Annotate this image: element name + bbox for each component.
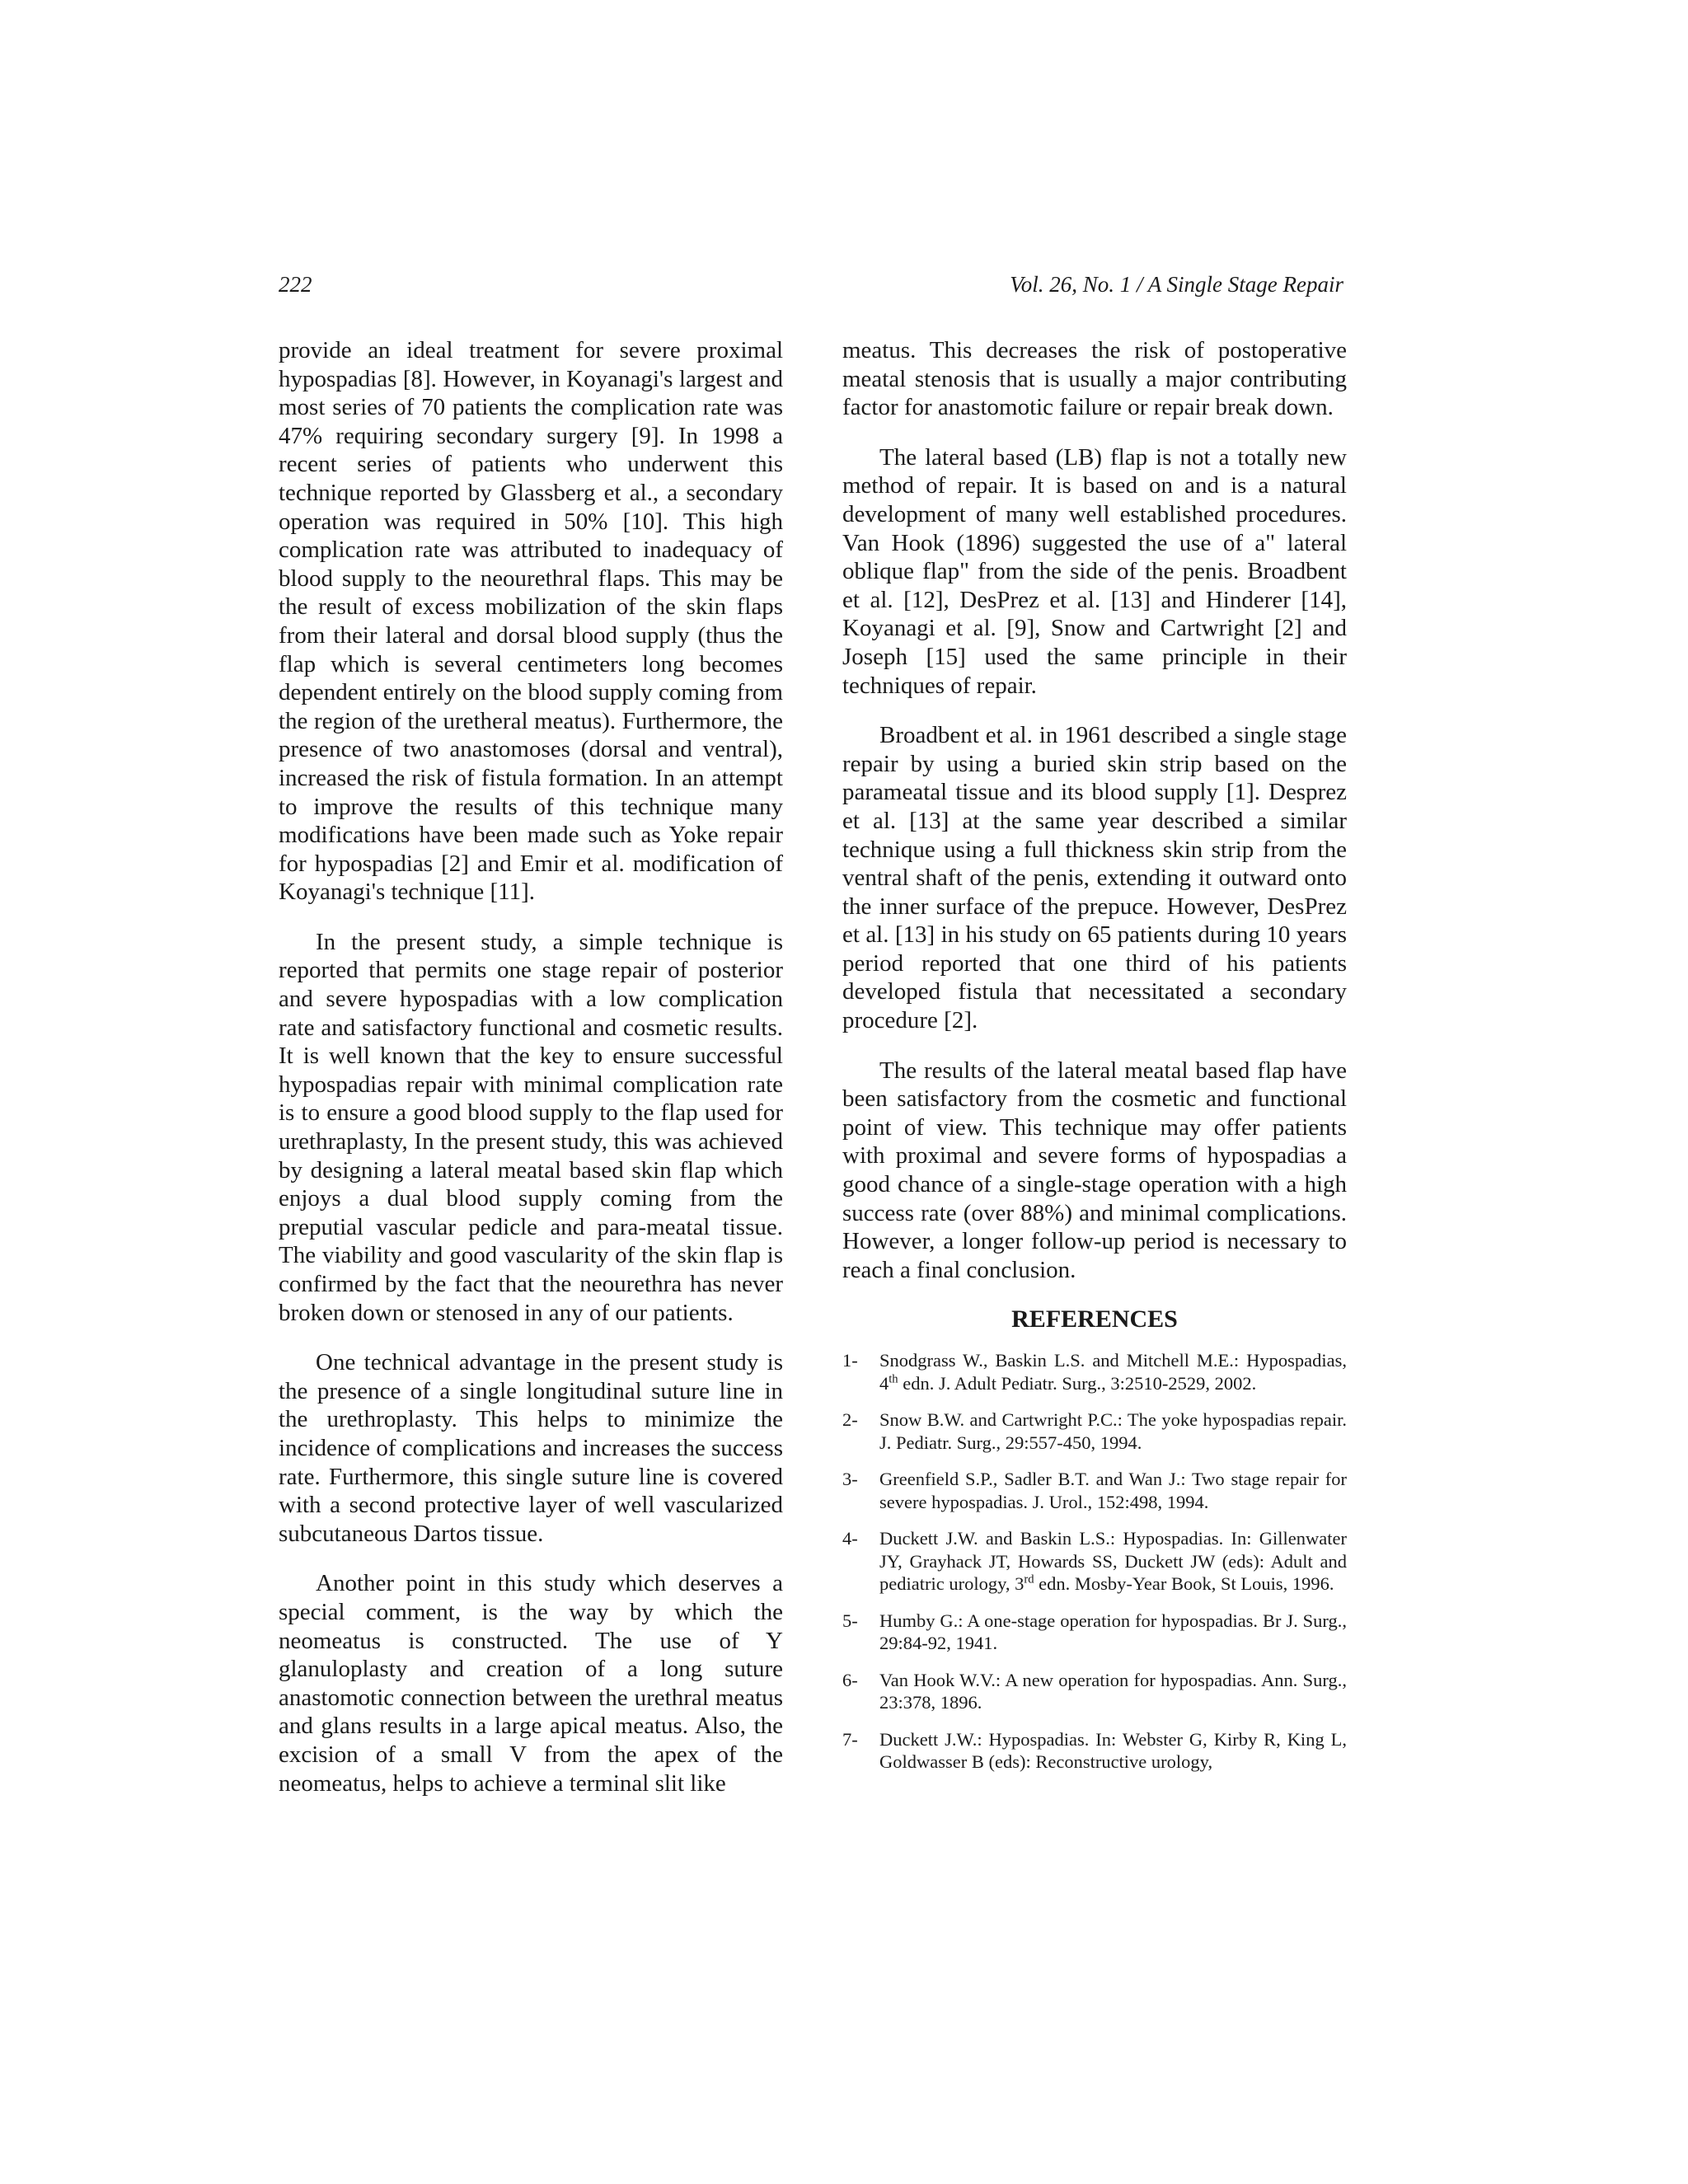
body-paragraph: Another point in this study which deserves a special comment, is the way by which the neomeatus is constructed. The use of Y glanuloplasty and creation of a long suture anastomotic connection between the urethral meatus and glans results in a large apical meatus. Also, the excision of a small V from the apex of the neomeatus, helps to achieve a terminal slit like xyxy=(279,1570,783,1797)
reference-text: Snow B.W. and Cartwright P.C.: The yoke hypospadias repair. J. Pediatr. Surg., 29:557-450, 1994. xyxy=(879,1409,1347,1453)
reference-number: 2- xyxy=(842,1409,858,1430)
reference-item xyxy=(842,1349,1347,1394)
reference-number: 7- xyxy=(842,1728,858,1750)
reference-item xyxy=(842,1669,1347,1714)
reference-superscript: th xyxy=(889,1372,898,1385)
reference-superscript: rd xyxy=(1024,1572,1034,1586)
reference-number: 6- xyxy=(842,1669,858,1690)
body-paragraph: Broadbent et al. in 1961 described a single stage repair by using a buried skin strip based on the parameatal tissue and its blood supply [1]. Desprez et al. [13] at the same year described a similar technique using a full thickness skin strip from the ventral shaft of the penis, extending it outward onto the inner surface of the prepuce. However, DesPrez et al. [13] in his study on 65 patients during 10 years period reported that one third of his patients developed fistula that necessitated a secondary procedure [2]. xyxy=(842,722,1347,1034)
body-paragraph: provide an ideal treatment for severe proximal hypospadias [8]. However, in Koyanagi's largest and most series of 70 patients the complication rate was 47% requiring secondary surgery [9]. In 1998 a recent series of patients who underwent this technique reported by Glassberg et al., a secondary operation was required in 50% [10]. This high complication rate was attributed to inadequacy of blood supply to the neourethral flaps. This may be the result of excess mobilization of the skin flaps from their lateral and dorsal blood supply (thus the flap which is several centimeters long becomes dependent entirely on the blood supply coming from the region of the uretheral meatus). Furthermore, the presence of two anastomoses (dorsal and ventral), increased the risk of fistula formation. In an attempt to improve the results of this technique many modifications have been made such as Yoke repair for hypospadias [2] and Emir et al. modification of Koyanagi's technique [11]. xyxy=(279,337,783,906)
reference-text-cont: edn. J. Adult Pediatr. Surg., 3:2510-2529, 2002. xyxy=(898,1372,1257,1394)
reference-number: 3- xyxy=(842,1469,858,1489)
running-head xyxy=(279,272,1343,305)
reference-item xyxy=(842,1468,1347,1513)
reference-item xyxy=(842,1728,1347,1774)
reference-text: Duckett J.W.: Hypospadias. In: Webster G, Kirby R, King L, Goldwasser B (eds): Reconstructive urology, xyxy=(879,1728,1347,1772)
reference-text: Humby G.: A one-stage operation for hypospadias. Br J. Surg., 29:84-92, 1941. xyxy=(879,1610,1347,1653)
body-paragraph: meatus. This decreases the risk of postoperative meatal stenosis that is usually a major contributing factor for anastomotic failure or repair break down. xyxy=(842,337,1347,421)
reference-number: 1- xyxy=(842,1350,858,1371)
body-paragraph: One technical advantage in the present study is the presence of a single longitudinal suture line in the urethroplasty. This helps to minimize the incidence of complications and increases the success rate. Furthermore, this single suture line is covered with a second protective layer of well vascularized subcutaneous Dartos tissue. xyxy=(279,1349,783,1547)
reference-text: Van Hook W.V.: A new operation for hypospadias. Ann. Surg., 23:378, 1896. xyxy=(879,1669,1347,1713)
references-heading: REFERENCES xyxy=(1011,1305,1178,1333)
reference-text: Snodgrass W., Baskin L.S. and Mitchell M.E.: Hypospadias, 4 xyxy=(879,1350,1347,1394)
body-paragraph: In the present study, a simple technique is reported that permits one stage repair of posterior and severe hypospadias with a low complication rate and satisfactory functional and cosmetic results. It is well known that the key to ensure successful hypospadias repair with minimal complication rate is to ensure a good blood supply to the flap used for urethraplasty, In the present study, this was achieved by designing a lateral meatal based skin flap which enjoys a dual blood supply coming from the preputial vascular pedicle and para-meatal tissue. The viability and good vascularity of the skin flap is confirmed by the fact that the neourethra has never broken down or stenosed in any of our patients. xyxy=(279,928,783,1326)
reference-text-cont: edn. Mosby-Year Book, St Louis, 1996. xyxy=(1034,1573,1334,1594)
reference-number: 4- xyxy=(842,1528,858,1549)
reference-item xyxy=(842,1527,1347,1596)
body-paragraph: The results of the lateral meatal based flap have been satisfactory from the cosmetic and functional point of view. This technique may offer patients with proximal and severe forms of hypospadias a good chance of a single-stage operation with a high success rate (over 88%) and minimal complications. However, a longer follow-up period is necessary to reach a final conclusion. xyxy=(842,1057,1347,1283)
right-column xyxy=(842,336,1347,1788)
page-number: 222 xyxy=(279,272,312,297)
journal-citation: Vol. 26, No. 1 / A Single Stage Repair xyxy=(1010,272,1343,297)
reference-number: 5- xyxy=(842,1610,858,1631)
body-paragraph: The lateral based (LB) flap is not a totally new method of repair. It is based on and is a natural development of many well established procedures. Van Hook (1896) suggested the use of a" lateral oblique flap" from the side of the penis. Broadbent et al. [12], DesPrez et al. [13] and Hinderer [14], Koyanagi et al. [9], Snow and Cartwright [2] and Joseph [15] used the same principle in their techniques of repair. xyxy=(842,443,1347,699)
left-column xyxy=(279,336,783,1819)
reference-item xyxy=(842,1408,1347,1454)
reference-text: Greenfield S.P., Sadler B.T. and Wan J.: Two stage repair for severe hypospadias. J. Urol., 152:498, 1994. xyxy=(879,1469,1347,1512)
reference-item xyxy=(842,1610,1347,1655)
reference-text: Duckett J.W. and Baskin L.S.: Hypospadias. In: Gillenwater JY, Grayhack JT, Howards SS, Duckett JW (eds): Adult and pediatric urology, 3 xyxy=(879,1528,1347,1594)
